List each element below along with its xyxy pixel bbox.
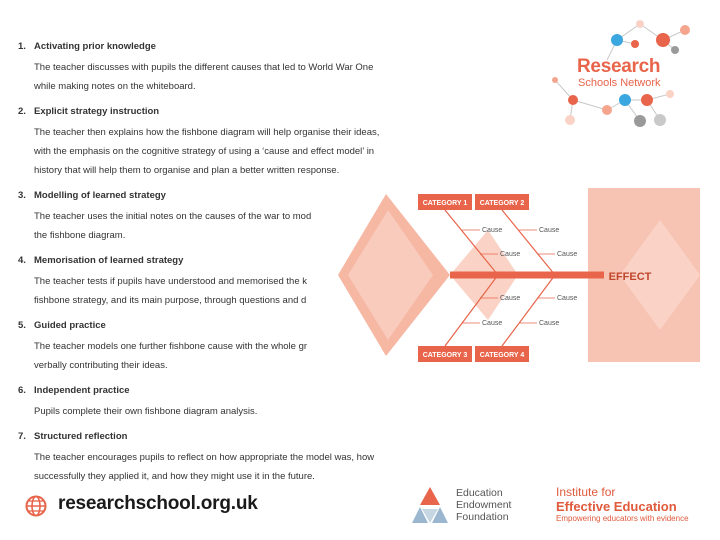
step-line: The teacher uses the initial notes on the causes of the war to mod xyxy=(34,211,312,222)
step-heading xyxy=(18,430,438,443)
step-item xyxy=(18,40,438,96)
left-diamond-inner xyxy=(348,210,433,340)
step-line: The teacher encourages pupils to reflect on how appropriate the model was, how xyxy=(34,452,375,463)
brand-subtitle: Schools Network xyxy=(578,77,661,89)
cause-label: Cause xyxy=(539,227,560,234)
eef-line: Endowment xyxy=(456,499,512,511)
step-line: with the emphasis on the cognitive strategy of using a ‘cause and effect model’ in xyxy=(34,146,375,157)
step-line: history that will help them to organise and plan a better written response. xyxy=(34,165,340,176)
cause-label: Cause xyxy=(500,295,521,302)
step-title: Modelling of learned strategy xyxy=(34,190,166,201)
step-title: Activating prior knowledge xyxy=(34,41,156,52)
category-1-label: CATEGORY 1 xyxy=(422,200,468,207)
step-line: The teacher tests if pupils have understood and memorised the k xyxy=(34,276,308,287)
cause-label: Cause xyxy=(557,295,578,302)
step-heading xyxy=(18,105,438,118)
step-line: while making notes on the whiteboard. xyxy=(34,81,196,92)
step-body xyxy=(34,123,438,180)
step-title: Guided practice xyxy=(34,320,106,331)
globe-icon xyxy=(25,495,47,517)
step-item xyxy=(18,105,438,180)
step-item xyxy=(18,430,438,486)
cause-label: Cause xyxy=(482,320,503,327)
step-item xyxy=(18,384,438,421)
step-title: Explicit strategy instruction xyxy=(34,106,160,117)
step-line: The teacher then explains how the fishbone diagram will help organise their ideas, xyxy=(34,127,380,138)
step-number: 2. xyxy=(18,106,26,117)
category-2-label: CATEGORY 2 xyxy=(479,200,525,207)
eef-logo-icon xyxy=(410,485,450,525)
footer-url[interactable]: researchschool.org.uk xyxy=(58,493,258,514)
ife-tagline: Empowering educators with evidence xyxy=(556,514,689,523)
category-3-label: CATEGORY 3 xyxy=(422,352,468,359)
step-body xyxy=(34,448,438,486)
step-number: 6. xyxy=(18,385,26,396)
ife-logo xyxy=(556,486,689,524)
step-number: 4. xyxy=(18,255,26,266)
step-line: Pupils complete their own fishbone diagram analysis. xyxy=(34,406,258,417)
eef-name xyxy=(456,487,511,523)
step-number: 3. xyxy=(18,190,26,201)
cause-label: Cause xyxy=(539,320,560,327)
step-title: Memorisation of learned strategy xyxy=(34,255,184,266)
step-number: 1. xyxy=(18,41,26,52)
step-line: the fishbone diagram. xyxy=(34,230,126,241)
step-line: verbally contributing their ideas. xyxy=(34,360,168,371)
ife-line-1: Institute for xyxy=(556,485,616,499)
step-heading xyxy=(18,40,438,53)
cause-label: Cause xyxy=(557,251,578,258)
fishbone-diagram xyxy=(338,180,700,362)
ife-line-2: Effective Education xyxy=(556,499,677,514)
brand-title: Research xyxy=(577,56,661,77)
cause-label: Cause xyxy=(500,251,521,258)
step-line: fishbone strategy, and its main purpose, through questions and d xyxy=(34,295,307,306)
eef-line: Foundation xyxy=(456,511,509,523)
category-4-label: CATEGORY 4 xyxy=(479,352,525,359)
step-line: The teacher models one further fishbone cause with the whole gr xyxy=(34,341,308,352)
cause-label: Cause xyxy=(482,227,503,234)
step-body xyxy=(34,58,438,96)
step-number: 5. xyxy=(18,320,26,331)
eef-line: Education xyxy=(456,487,503,499)
effect-label: EFFECT xyxy=(608,271,652,283)
step-title: Independent practice xyxy=(34,385,130,396)
step-line: The teacher discusses with pupils the different causes that led to World War One xyxy=(34,62,374,73)
step-number: 7. xyxy=(18,431,26,442)
step-body xyxy=(34,402,438,421)
step-title: Structured reflection xyxy=(34,431,128,442)
step-line: successfully they applied it, and how they might use it in the future. xyxy=(34,471,315,482)
step-heading xyxy=(18,384,438,397)
